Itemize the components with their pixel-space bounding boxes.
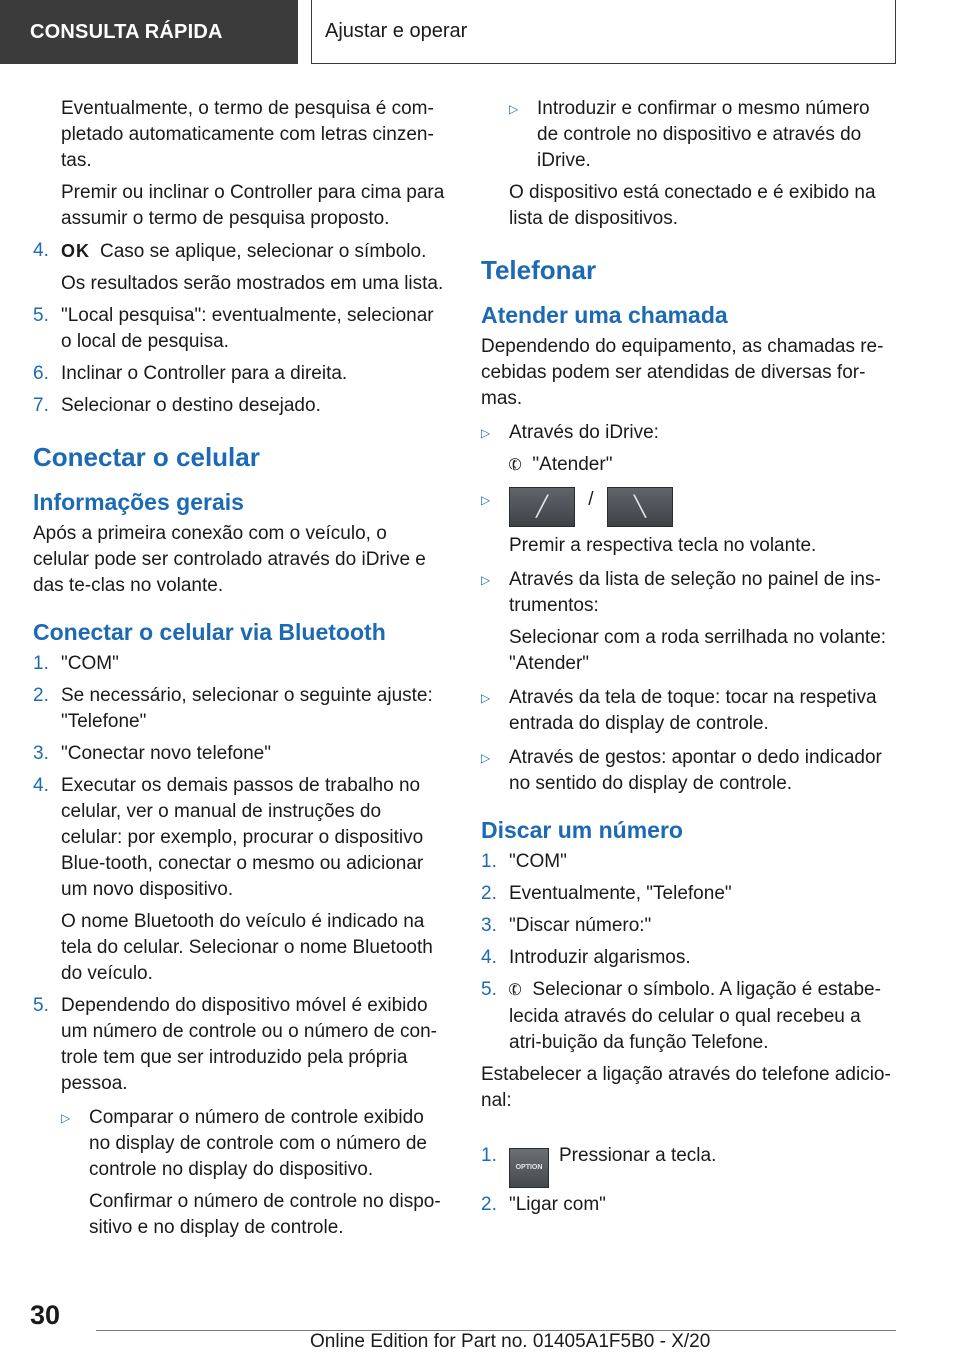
step-text: Caso se aplique, selecionar o símbolo. [100, 241, 427, 262]
left-column [33, 96, 445, 1241]
step-text: "Ligar com" [509, 1194, 606, 1215]
triangle-bullet-icon: ▷ [481, 573, 491, 587]
bullet-item [481, 487, 893, 527]
step-continuation: O nome Bluetooth do veículo é indicado na tela do celular. Selecionar o nome Bluetooth do veículo. [61, 911, 433, 984]
section-title: CONSULTA RÁPIDA [30, 20, 223, 43]
step-number: 7. [33, 395, 49, 416]
step-text: "Conectar novo telefone" [61, 743, 271, 764]
step-text: Executar os demais passos de trabalho no celular, ver o manual de instruções do celular: por exemplo, procurar o dispositivo Blue-tooth, conectar o mesmo ou adicionar um novo dispositivo. [61, 775, 424, 900]
step-text: Eventualmente, "Telefone" [509, 883, 732, 904]
step-number: 1. [481, 851, 497, 872]
list-item [481, 913, 893, 939]
list-item [33, 993, 445, 1097]
bullet-text: Através do iDrive: [509, 422, 659, 443]
list-item [33, 361, 445, 387]
step-number: 4. [33, 240, 49, 261]
info-paragraph: Após a primeira conexão com o veículo, o celular pode ser controlado através do iDrive e das te-clas no volante. [33, 523, 426, 596]
bullet-continuation: Selecionar com a roda serrilhada no volante: "Atender" [509, 627, 887, 674]
sub-bullet [33, 1105, 445, 1183]
footer-edition: Online Edition for Part no. 01405A1F5B0 - X/20 [310, 1331, 711, 1352]
bullet-text: Introduzir e confirmar o mesmo número de controle no dispositivo e através do iDrive. [537, 98, 870, 171]
right-column [481, 96, 893, 1218]
bullet-continuation: Premir a respectiva tecla no volante. [509, 535, 817, 556]
list-item [481, 1192, 893, 1218]
subsection-heading: Discar um número [481, 817, 683, 843]
paragraph: O dispositivo está conectado e é exibido na lista de dispositivos. [509, 182, 876, 229]
paragraph: Estabelecer a ligação através do telefone adicio-nal: [481, 1064, 891, 1111]
bullet-text: Através da lista de seleção no painel de ins-trumentos: [509, 569, 881, 616]
accept-call-button-icon: ╱ [509, 487, 575, 527]
bullet-text: Através de gestos: apontar o dedo indicador no sentido do display de controle. [509, 747, 882, 794]
step-text: "COM" [509, 851, 567, 872]
list-item [481, 977, 893, 1056]
bullet-item [481, 685, 893, 737]
triangle-bullet-icon: ▷ [481, 751, 491, 765]
list-item [33, 773, 445, 903]
step-number: 1. [33, 653, 49, 674]
chapter-tab [311, 0, 896, 64]
step-number: 2. [481, 1194, 497, 1215]
bullet-text: Comparar o número de controle exibido no display de controle com o número de controle no display do dispositivo. [89, 1107, 427, 1180]
list-item [33, 741, 445, 767]
phone-icon: ✆ [506, 980, 525, 1001]
end-call-button-icon: ╲ [607, 487, 673, 527]
step-text: "Local pesquisa": eventualmente, selecionar o local de pesquisa. [61, 305, 434, 352]
step-number: 3. [33, 743, 49, 764]
ok-icon: OK [61, 241, 90, 261]
step-number: 3. [481, 915, 497, 936]
list-item [481, 849, 893, 875]
step-number: 5. [33, 305, 49, 326]
subsection-heading: Atender uma chamada [481, 302, 728, 328]
step-text: Selecionar o símbolo. A ligação é estabe-lecida através do celular o qual recebeu a atri-buição da função Telefone. [509, 979, 881, 1053]
step-text: Pressionar a tecla. [559, 1145, 717, 1166]
separator: / [588, 489, 594, 510]
step-number: 5. [33, 995, 49, 1016]
step-number: 2. [33, 685, 49, 706]
step-text: "Discar número:" [509, 915, 652, 936]
step-text: "COM" [61, 653, 119, 674]
phone-icon: ✆ [506, 455, 525, 476]
list-item [33, 393, 445, 419]
bullet-continuation: "Atender" [532, 454, 613, 475]
section-heading: Telefonar [481, 255, 597, 285]
list-item [33, 303, 445, 355]
sub-bullet-continuation: Confirmar o número de controle no dispo-sitivo e no display de controle. [89, 1191, 441, 1238]
step-number: 4. [481, 947, 497, 968]
step-text: Introduzir algarismos. [509, 947, 691, 968]
step-number: 5. [481, 979, 497, 1000]
list-item [481, 945, 893, 971]
list-item [33, 651, 445, 677]
subsection-heading: Informações gerais [33, 489, 244, 515]
step-text: Selecionar o destino desejado. [61, 395, 321, 416]
subsection-heading: Conectar o celular via Bluetooth [33, 619, 386, 645]
list-item [481, 1124, 893, 1188]
triangle-bullet-icon: ▷ [481, 691, 491, 705]
triangle-bullet-icon: ▷ [61, 1111, 71, 1125]
triangle-bullet-icon: ▷ [509, 102, 519, 116]
step-number: 6. [33, 363, 49, 384]
bullet-item [481, 420, 893, 446]
bullet-item [481, 567, 893, 619]
bullet-item [481, 96, 893, 174]
list-item [33, 238, 445, 265]
step-text: Inclinar o Controller para a direita. [61, 363, 348, 384]
option-button-icon: OPTION [509, 1148, 549, 1188]
bullet-item [481, 745, 893, 797]
step-continuation: Os resultados serão mostrados em uma lista. [61, 273, 444, 294]
section-heading: Conectar o celular [33, 442, 260, 472]
step-number: 4. [33, 775, 49, 796]
chapter-title: Ajustar e operar [325, 20, 468, 42]
intro-paragraph-1: Eventualmente, o termo de pesquisa é com-pletado automaticamente com letras cinzen-tas. [61, 98, 434, 171]
triangle-bullet-icon: ▷ [481, 493, 491, 507]
paragraph: Dependendo do equipamento, as chamadas re-cebidas podem ser atendidas de diversas for-mas. [481, 336, 884, 409]
step-text: Se necessário, selecionar o seguinte ajuste: "Telefone" [61, 685, 433, 732]
list-item [481, 881, 893, 907]
step-text: Dependendo do dispositivo móvel é exibido um número de controle ou o número de con-trole tem que ser introduzido pela própria pessoa. [61, 995, 437, 1094]
section-tab [0, 0, 298, 64]
list-item [33, 683, 445, 735]
triangle-bullet-icon: ▷ [481, 426, 491, 440]
bullet-text: Através da tela de toque: tocar na respetiva entrada do display de controle. [509, 687, 877, 734]
intro-paragraph-2: Premir ou inclinar o Controller para cima para assumir o termo de pesquisa proposto. [61, 182, 445, 229]
page-number: 30 [30, 1300, 61, 1330]
step-number: 2. [481, 883, 497, 904]
step-number: 1. [481, 1145, 497, 1166]
